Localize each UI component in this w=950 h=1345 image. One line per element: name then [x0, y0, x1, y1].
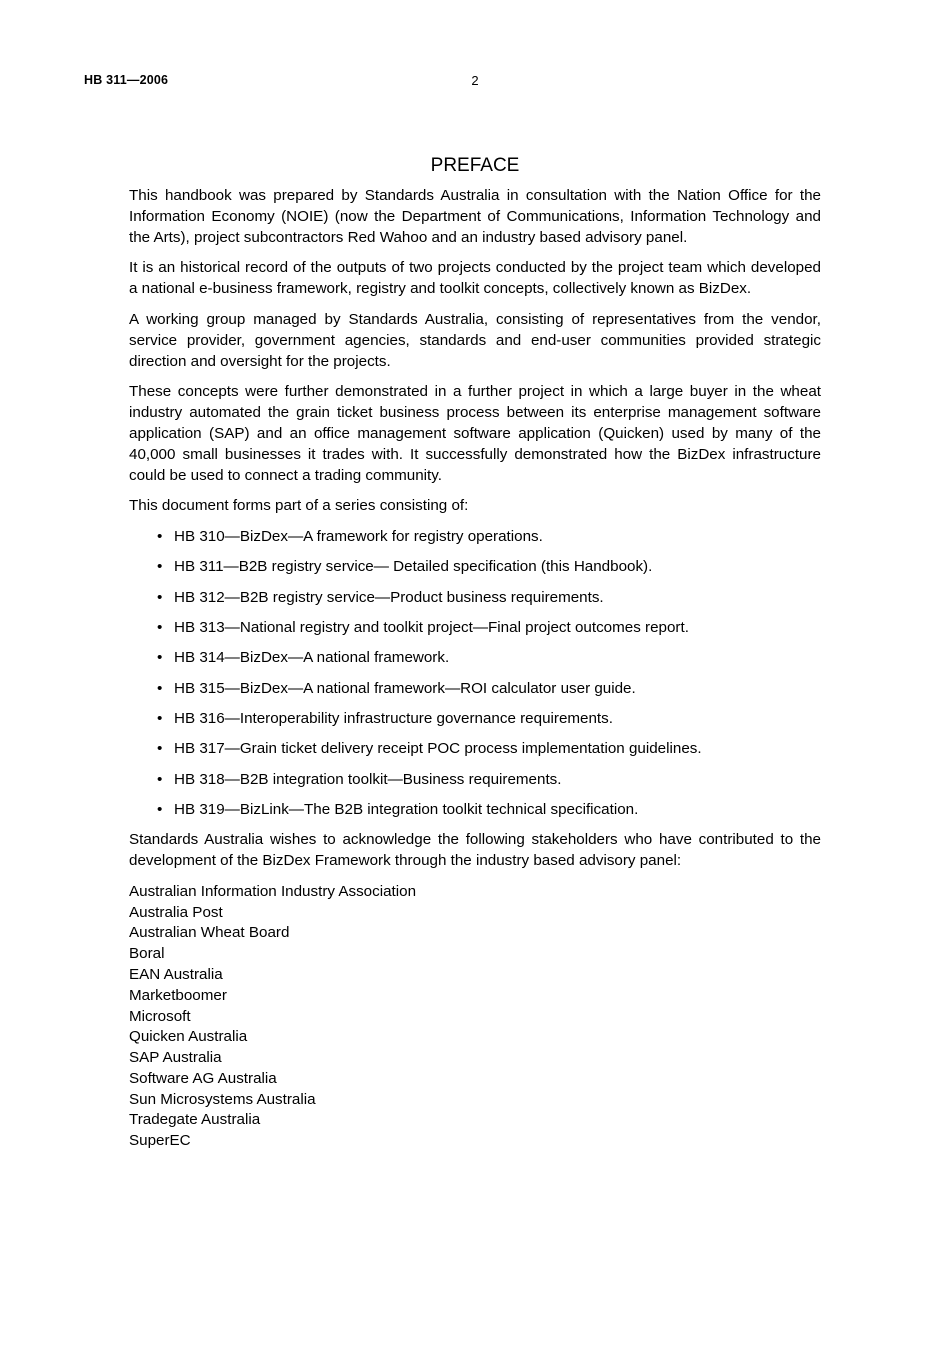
list-item-text: HB 317—Grain ticket delivery receipt POC process implementation guidelines.	[174, 740, 702, 758]
paragraph-history: It is an historical record of the outputs of two projects conducted by the project team which developed a national e-business framework, registry and toolkit concepts, collectively known as BizDex.	[129, 259, 821, 298]
list-item-text: HB 311—B2B registry service— Detailed specification (this Handbook).	[174, 558, 653, 576]
document-code: HB 311—2006	[84, 73, 169, 87]
list-item-text: HB 310—BizDex—A framework for registry operations.	[174, 528, 543, 546]
paragraph-acknowledgement: Standards Australia wishes to acknowledge the following stakeholders who have contributed to the development of the BizDex Framework through the industry based advisory panel:	[129, 831, 821, 869]
list-item-text: HB 319—BizLink—The B2B integration toolkit technical specification.	[174, 800, 639, 818]
list-item-text: HB 314—BizDex—A national framework.	[174, 649, 450, 667]
list-item	[129, 770, 821, 791]
bullet-icon: •	[157, 679, 163, 697]
stakeholder-item: SuperEC	[129, 1132, 191, 1150]
paragraph-demonstration: These concepts were further demonstrated in a further project in which a large buyer in the wheat industry automated the grain ticket business process between its enterprise management software application (SAP) and an office management software application (Quicken) used by many of the 40,000 small businesses it trades with. It successfully demonstrated how the BizDex infrastructure could be used to connect a trading community.	[129, 383, 821, 484]
list-item-text: HB 312—B2B registry service—Product business requirements.	[174, 588, 604, 606]
list-item-text: HB 316—Interoperability infrastructure governance requirements.	[174, 709, 613, 727]
stakeholder-item: Boral	[129, 945, 165, 963]
page-title: PREFACE	[430, 155, 520, 176]
list-item-text: HB 318—B2B integration toolkit—Business requirements.	[174, 770, 562, 788]
stakeholder-item: Tradegate Australia	[129, 1111, 261, 1129]
bullet-icon: •	[157, 709, 163, 727]
stakeholder-item: Quicken Australia	[129, 1028, 248, 1046]
list-item	[129, 679, 821, 700]
bullet-icon: •	[157, 588, 163, 606]
bullet-icon: •	[157, 800, 163, 818]
series-list	[129, 527, 821, 820]
list-item	[129, 800, 821, 821]
page-number: 2	[471, 73, 479, 88]
stakeholder-item: Software AG Australia	[129, 1069, 277, 1087]
bullet-icon: •	[157, 619, 163, 637]
stakeholder-item: Microsoft	[129, 1007, 191, 1025]
bullet-icon: •	[157, 770, 163, 788]
paragraph-working-group: A working group managed by Standards Australia, consisting of representatives from the vendor, service provider, government agencies, standards and end-user communities provided strategic direction and oversight for the projects.	[129, 310, 821, 370]
stakeholder-item: Sun Microsystems Australia	[129, 1090, 316, 1108]
stakeholder-item: Marketboomer	[129, 986, 227, 1004]
stakeholder-item: EAN Australia	[129, 965, 223, 983]
bullet-icon: •	[157, 558, 163, 576]
list-item	[129, 618, 821, 639]
stakeholder-item: Australian Information Industry Association	[129, 882, 417, 900]
list-item	[129, 709, 821, 730]
list-item	[129, 588, 821, 609]
list-item	[129, 739, 821, 760]
list-item	[129, 527, 821, 548]
list-item-text: HB 313—National registry and toolkit project—Final project outcomes report.	[174, 619, 689, 637]
list-item-text: HB 315—BizDex—A national framework—ROI calculator user guide.	[174, 679, 636, 697]
paragraph-series-intro: This document forms part of a series consisting of:	[129, 497, 469, 515]
list-item	[129, 557, 821, 578]
stakeholder-item: Australian Wheat Board	[129, 924, 290, 942]
bullet-icon: •	[157, 649, 163, 667]
bullet-icon: •	[157, 528, 163, 546]
paragraph-intro: This handbook was prepared by Standards Australia in consultation with the Nation Office for the Information Economy (NOIE) (now the Department of Communications, Information Technology and the Arts), project subcontractors Red Wahoo and an industry based advisory panel.	[129, 187, 821, 246]
stakeholder-item: SAP Australia	[129, 1049, 222, 1067]
bullet-icon: •	[157, 740, 163, 758]
stakeholder-list	[129, 882, 821, 1152]
page-content	[129, 153, 821, 1152]
stakeholder-item: Australia Post	[129, 903, 223, 921]
list-item	[129, 648, 821, 669]
